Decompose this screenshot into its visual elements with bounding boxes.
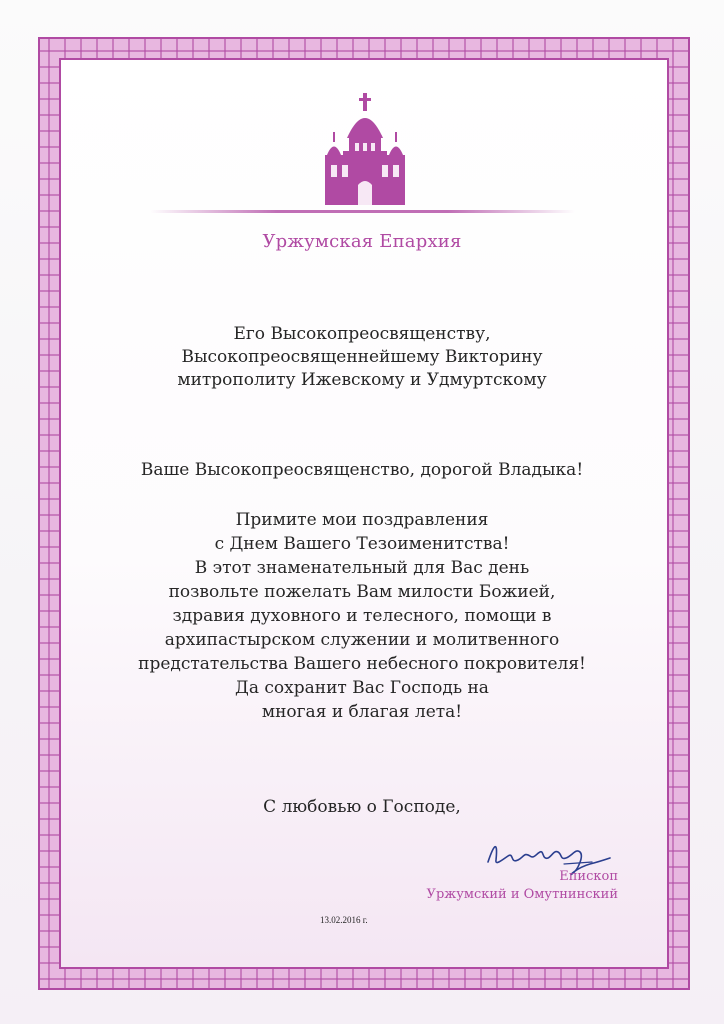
body-line: здравия духовного и телесного, помощи в xyxy=(172,606,552,626)
signature-title xyxy=(427,868,618,904)
body-line: архипастырском служении и молитвенного xyxy=(164,630,560,650)
addressee-line: Его Высокопреосвященству, xyxy=(233,324,491,344)
body-line: Да сохранит Вас Господь на xyxy=(235,678,489,698)
addressee-block xyxy=(0,323,724,392)
addressee-line: митрополиту Ижевскому и Удмуртскому xyxy=(177,370,547,390)
body-line: В этот знаменательный для Вас день xyxy=(194,558,530,578)
header-rule xyxy=(150,210,575,213)
body-line: предстательства Вашего небесного покровителя! xyxy=(138,654,586,674)
body-line: многая и благая лета! xyxy=(261,702,463,722)
letter-body xyxy=(0,508,724,724)
eparchy-title: Уржумская Епархия xyxy=(262,231,462,252)
body-line: с Днем Вашего Тезоименитства! xyxy=(214,534,510,554)
greeting-line: Ваше Высокопреосвященство, дорогой Владыка! xyxy=(140,460,584,480)
closing-line: С любовью о Господе, xyxy=(263,797,461,817)
letter-date: 13.02.2016 г. xyxy=(320,915,368,925)
cathedral-icon xyxy=(315,93,415,213)
addressee-line: Высокопреосвященнейшему Викторину xyxy=(181,347,543,367)
signature-title-line2: Уржумский и Омутнинский xyxy=(426,887,618,902)
body-line: Примите мои поздравления xyxy=(235,510,489,530)
body-line: позвольте пожелать Вам милости Божией, xyxy=(168,582,556,602)
signature-title-line1: Епископ xyxy=(559,869,618,884)
